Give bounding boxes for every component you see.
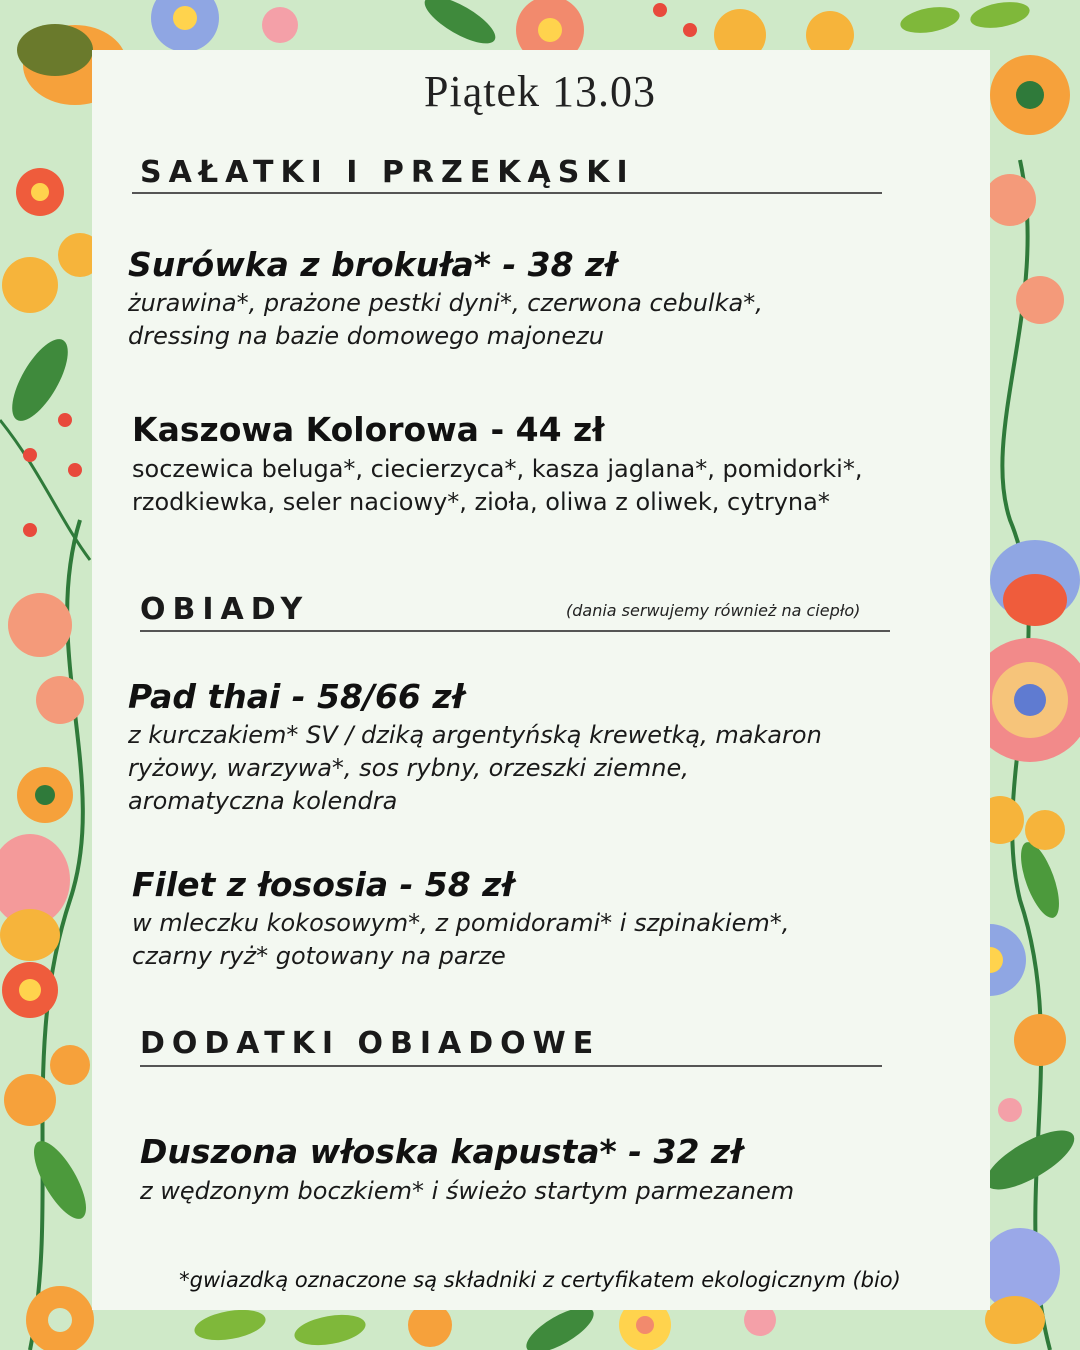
dish-description: w mleczku kokosowym*, z pomidorami* i szpinakiem*, czarny ryż* gotowany na parze [132,909,790,970]
section-divider [132,192,882,194]
section-heading-salads: SAŁATKI I PRZEKĄSKI [140,155,635,190]
dish-name: Pad thai - 58/66 zł [128,677,464,716]
section-heading-lunches: OBIADY [140,592,310,627]
dish-description: soczewica beluga*, ciecierzyca*, kasza jaglana*, pomidorki*, rzodkiewka, seler naciowy*, zioła, oliwa z oliwek, cytryna* [132,455,863,516]
dish-description: żurawina*, prażone pestki dyni*, czerwona cebulka*, dressing na bazie domowego majonezu [128,289,763,350]
dish-description: z kurczakiem* SV / dziką argentyńską krewetką, makaron ryżowy, warzywa*, sos rybny, orzeszki ziemne, aromatyczna kolendra [128,721,822,815]
page-title: Piątek 13.03 [424,67,656,116]
dish-name: Kaszowa Kolorowa - 44 zł [132,410,605,449]
section-note: (dania serwujemy również na ciepło) [566,601,861,620]
section-divider [140,1065,882,1067]
section-divider [140,630,890,632]
footer-note: *gwiazdką oznaczone są składniki z certyfikatem ekologicznym (bio) [179,1268,901,1292]
dish-name: Duszona włoska kapusta* - 32 zł [140,1132,743,1171]
dish-name: Filet z łososia - 58 zł [132,865,514,904]
section-heading-sides: DODATKI OBIADOWE [140,1026,601,1061]
dish-name: Surówka z brokuła* - 38 zł [128,245,617,284]
dish-description: z wędzonym boczkiem* i świeżo startym parmezanem [140,1177,795,1205]
